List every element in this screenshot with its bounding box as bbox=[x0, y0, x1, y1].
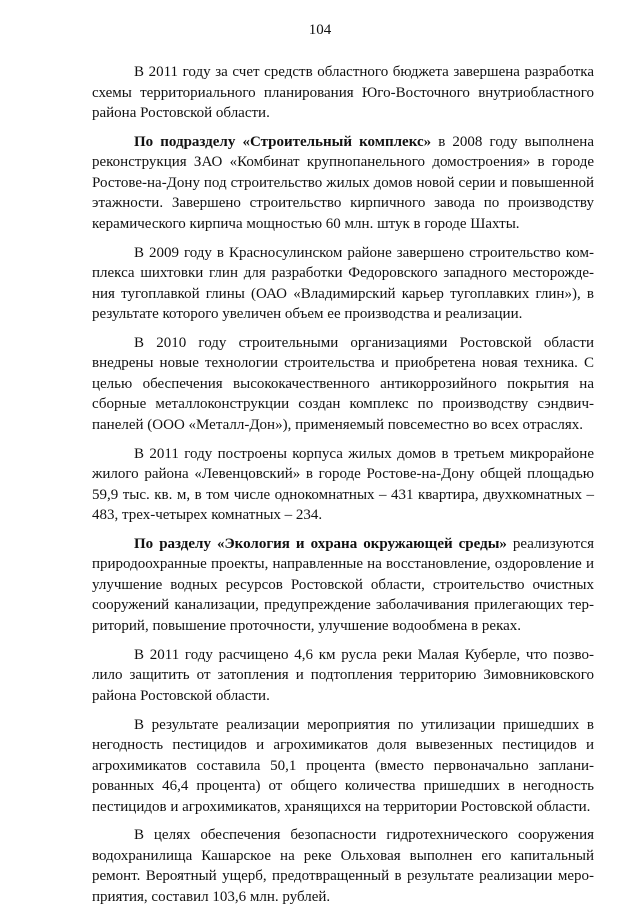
paragraph-lead: По разделу «Экология и охрана окружающей среды» bbox=[134, 535, 507, 552]
paragraph-pesticides bbox=[92, 715, 594, 818]
paragraph-text: В 2009 году в Красносулинском районе завершено строительство комплекса шихтовки глин для разработки Федоровского западного месторождения тугоплавкой глины (ОАО «Владимирский карьер тугоплавких глин»), в результате которого увеличен объем ее производства и реализации. bbox=[92, 244, 594, 323]
paragraph-regional-planning bbox=[92, 62, 594, 124]
paragraph-text: В 2011 году за счет средств областного бюджета завершена разработка схемы территориального планирования Юго-Восточного внутриобластного района Ростовской области. bbox=[92, 64, 594, 121]
paragraph-river-clearing bbox=[92, 645, 594, 707]
paragraph-lead: По подразделу «Строительный комплекс» bbox=[134, 133, 432, 150]
paragraph-ecology bbox=[92, 534, 594, 637]
paragraph-construction-complex bbox=[92, 132, 594, 235]
paragraph-text: В результате реализации мероприятия по утилизации пришедших в негодность пестицидов и агрохимикатов доля вывезенных пестицидов и агрохимикатов составила 50,1 процента (вместо первоначально запланированных 46,4 процента) от общего количества пришедших в негодность пестицидов и агрохимикатов, хранящихся на территории Ростовской области. bbox=[92, 716, 594, 815]
page-number: 104 bbox=[308, 22, 332, 38]
document-body bbox=[92, 62, 594, 916]
paragraph-new-technologies bbox=[92, 333, 594, 436]
paragraph-text: В 2010 году строительными организациями Ростовской области внедрены новые технологии строительства и приобретена новая техника. С целью обеспечения высококачественного антикоррозийного покрытия на сборные металлоконструкции создан комплекс по производству сэндвич-панелей (ООО «Металл-Дон»), применяемый повсеместно во всех отраслях. bbox=[92, 334, 594, 433]
paragraph-text: реализуются природоохранные проекты, направленные на восстановление, оздоровление и улучшение водных ресурсов Ростовской области, строительство очистных сооружений канализации, предупреждение заболачивания прилегающих территорий, повышение проточности, улучшение водообмена в реках. bbox=[92, 535, 594, 634]
paragraph-reservoir bbox=[92, 825, 594, 907]
paragraph-text: В 2011 году построены корпуса жилых домов в третьем микрорайоне жилого района «Левенцовский» в городе Ростове-на-Дону общей площадью 59,9 тыс. кв. м, в том числе однокомнатных – 431 квартира, двухкомнатных – 483, трех-четырех комнатных – 234. bbox=[92, 445, 594, 524]
paragraph-krasnosulinsky bbox=[92, 243, 594, 325]
paragraph-text: в 2008 году выполнена реконструкция ЗАО «Комбинат крупнопанельного домостроения» в городе Ростове-на-Дону под строительство жилых домов новой серии и повышенной этажности. Завершено строительство кирпичного завода по производству керамического кирпича мощностью 60 млн. штук в городе Шахты. bbox=[92, 133, 594, 232]
paragraph-text: В целях обеспечения безопасности гидротехнического сооружения водохранилища Кашарское на реке Ольховая выполнен его капитальный ремонт. Вероятный ущерб, предотвращенный в результате реализации мероприятия, составил 103,6 млн. рублей. bbox=[92, 827, 594, 905]
paragraph-text: В 2011 году расчищено 4,6 км русла реки Малая Куберле, что позволило защитить от затопления и подтопления территорию Зимовниковского района Ростовской области. bbox=[92, 646, 594, 704]
paragraph-levencovsky bbox=[92, 444, 594, 526]
